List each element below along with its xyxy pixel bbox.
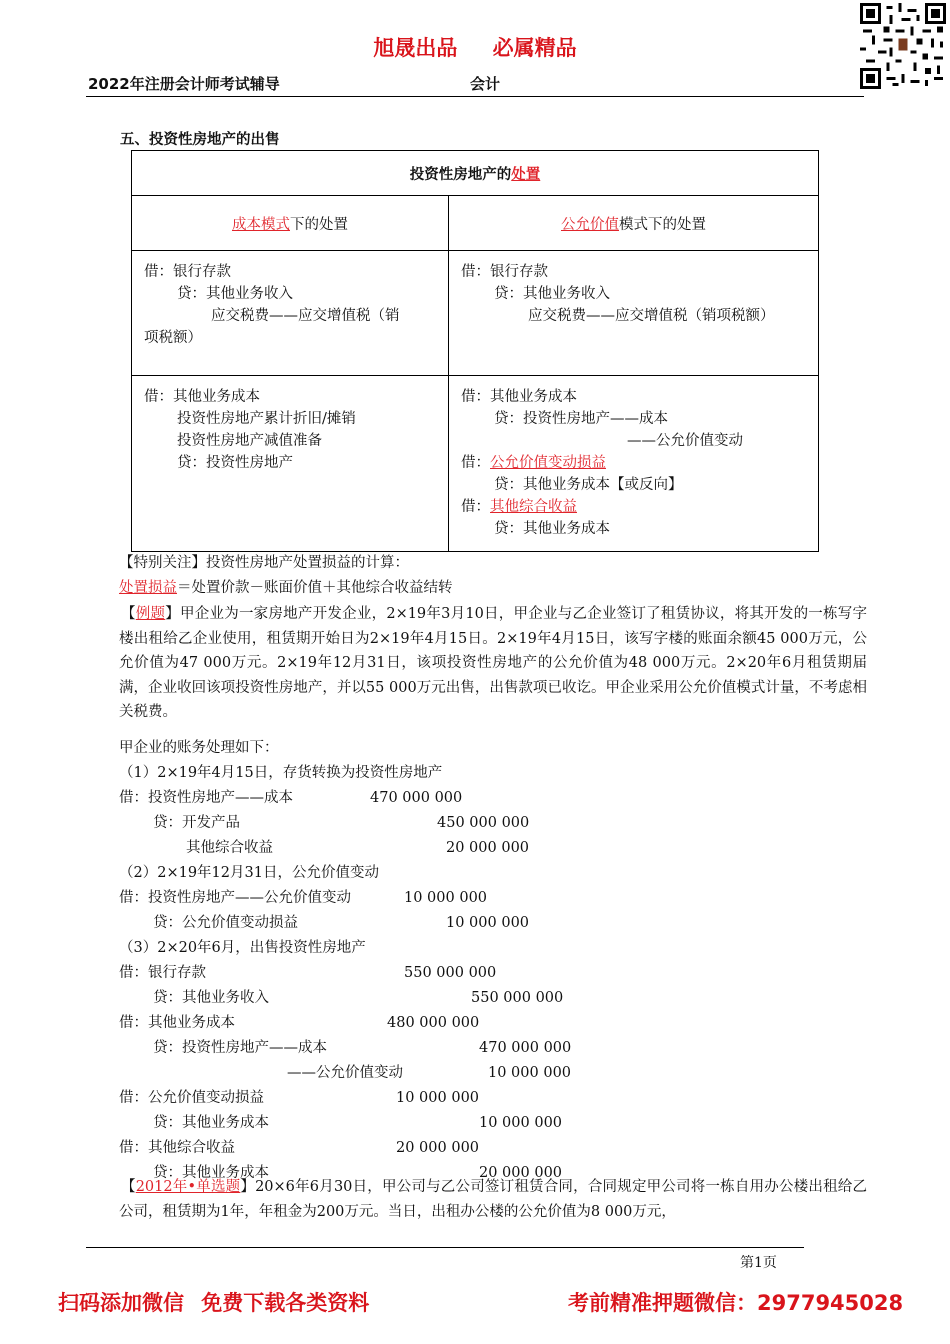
disposal-link[interactable]: 处置 bbox=[511, 166, 541, 183]
cost-model-suffix: 下的处置 bbox=[290, 216, 348, 233]
special-attention: 【特别关注】投资性房地产处置损益的计算： bbox=[119, 555, 409, 571]
bracket: 】 bbox=[165, 606, 180, 622]
entry-line: 应交税费——应交增值税（销项税额） bbox=[528, 308, 775, 324]
journal-amount: 550 000 000 bbox=[471, 990, 564, 1006]
entry-line bbox=[461, 496, 577, 518]
question-text: 20×6年6月30日，甲公司与乙公司签订租赁合同，合同规定甲公司将一栋自用办公楼出租给乙公司，租赁期为1年，年租金为200万元。当日，出租办公楼的公允价值为8 000万元， bbox=[119, 1179, 867, 1220]
footer-promo-left: 扫码添加微信 免费下载各类资料 bbox=[58, 1291, 370, 1315]
journal-amount: 10 000 000 bbox=[446, 915, 530, 931]
bracket: 【 bbox=[121, 1179, 136, 1195]
page-number: 第1页 bbox=[740, 1255, 777, 1271]
journal-amount: 470 000 000 bbox=[479, 1040, 572, 1056]
journal-amount: 10 000 000 bbox=[404, 890, 488, 906]
entry-prefix: 借： bbox=[461, 455, 490, 471]
question-paragraph bbox=[119, 1175, 867, 1224]
cost-entry-sale bbox=[132, 251, 449, 376]
journal-amount: 20 000 000 bbox=[396, 1140, 480, 1156]
qr-code[interactable] bbox=[860, 3, 946, 89]
brand-banner: 旭晟出品 必属精品 bbox=[373, 36, 577, 60]
fv-entry-cost bbox=[449, 376, 819, 552]
fair-value-link[interactable]: 公允价值 bbox=[561, 216, 619, 233]
example-paragraph bbox=[119, 602, 867, 725]
entry-line: ——公允价值变动 bbox=[627, 433, 743, 449]
fair-value-header bbox=[449, 196, 819, 251]
entry-line: 贷：其他业务成本 bbox=[494, 521, 610, 537]
journal-line: 借：投资性房地产——公允价值变动 bbox=[119, 890, 351, 906]
footer-rule bbox=[86, 1247, 804, 1248]
bracket: 【 bbox=[121, 606, 136, 622]
disposal-table bbox=[131, 150, 819, 552]
entry-line: 贷：其他业务收入 bbox=[494, 286, 610, 302]
journal-line: 贷：开发产品 bbox=[153, 815, 240, 831]
entry-line: 借：其他业务成本 bbox=[144, 389, 260, 405]
header-course-title: 2022年注册会计师考试辅导 bbox=[88, 75, 280, 93]
example-link[interactable]: 例题 bbox=[135, 606, 166, 622]
entry-line: 贷：投资性房地产——成本 bbox=[494, 411, 668, 427]
entry-line: 贷：其他业务收入 bbox=[177, 286, 293, 302]
disposal-gain-link[interactable]: 处置损益 bbox=[119, 580, 177, 596]
cost-model-link[interactable]: 成本模式 bbox=[232, 216, 290, 233]
entry-line: 投资性房地产累计折旧/摊销 bbox=[177, 411, 356, 427]
header-subject: 会计 bbox=[470, 75, 501, 93]
cost-model-header bbox=[132, 196, 449, 251]
formula-text: ＝处置价款－账面价值＋其他综合收益结转 bbox=[177, 580, 453, 596]
entry-line bbox=[461, 452, 606, 474]
journal-line: ——公允价值变动 bbox=[287, 1065, 403, 1081]
journal-line: 借：公允价值变动损益 bbox=[119, 1090, 264, 1106]
entry-line: 投资性房地产减值准备 bbox=[177, 433, 322, 449]
journal-line: 借：投资性房地产——成本 bbox=[119, 790, 293, 806]
journal-amount: 20 000 000 bbox=[446, 840, 530, 856]
oci-link[interactable]: 其他综合收益 bbox=[490, 499, 577, 515]
journal-line: （2）2×19年12月31日，公允价值变动 bbox=[119, 865, 379, 881]
journal-amount: 20 000 000 bbox=[479, 1165, 563, 1181]
journal-line: 贷：投资性房地产——成本 bbox=[153, 1040, 327, 1056]
entry-line: 借：其他业务成本 bbox=[461, 389, 577, 405]
journal-line: 借：其他业务成本 bbox=[119, 1015, 235, 1031]
journal-amount: 470 000 000 bbox=[370, 790, 463, 806]
entry-line: 贷：投资性房地产 bbox=[177, 455, 293, 471]
journal-line: 借：银行存款 bbox=[119, 965, 206, 981]
journal-amount: 10 000 000 bbox=[488, 1065, 572, 1081]
journal-amount: 480 000 000 bbox=[387, 1015, 480, 1031]
entry-prefix: 借： bbox=[461, 499, 490, 515]
journal-line: 借：其他综合收益 bbox=[119, 1140, 235, 1156]
entry-line: 借：银行存款 bbox=[461, 264, 548, 280]
gain-formula bbox=[119, 577, 453, 599]
entry-line: 借：银行存款 bbox=[144, 264, 231, 280]
journal-line: 其他综合收益 bbox=[186, 840, 273, 856]
fv-entry-sale bbox=[449, 251, 819, 376]
table-title bbox=[132, 151, 819, 196]
journal-amount: 10 000 000 bbox=[396, 1090, 480, 1106]
question-link[interactable]: 2012年•单选题 bbox=[135, 1179, 241, 1195]
fair-value-suffix: 模式下的处置 bbox=[619, 216, 706, 233]
journal-amount: 550 000 000 bbox=[404, 965, 497, 981]
entry-line: 贷：其他业务成本【或反向】 bbox=[494, 477, 683, 493]
journal-line: 贷：公允价值变动损益 bbox=[153, 915, 298, 931]
entry-line: 项税额） bbox=[144, 330, 202, 346]
journal-amount: 10 000 000 bbox=[479, 1115, 563, 1131]
journal-line: 贷：其他业务成本 bbox=[153, 1115, 269, 1131]
journal-line: 甲企业的账务处理如下： bbox=[119, 740, 279, 756]
journal-line: （3）2×20年6月，出售投资性房地产 bbox=[119, 940, 366, 956]
journal-line: （1）2×19年4月15日，存货转换为投资性房地产 bbox=[119, 765, 443, 781]
table-title-prefix: 投资性房地产的 bbox=[409, 166, 512, 183]
section-title: 五、投资性房地产的出售 bbox=[120, 132, 280, 148]
example-text: 甲企业为一家房地产开发企业，2×19年3月10日，甲企业与乙企业签订了租赁协议，将其开发的一栋写字楼出租给乙企业使用，租赁期开始日为2×19年4月15日。2×19年4月15日，该写字楼的账面余额45 000万元，公允价值为47 000万元。2×19年12月31日，该项投资性房地产的公允价值为48 000万元。2×20年6月租赁期届满，企业收回该项投资性房地产，并以55 000万元出售，出售款项已收讫。甲企业采用公允价值模式计量，不考虑相关税费。 bbox=[119, 606, 868, 720]
bracket: 】 bbox=[240, 1179, 256, 1195]
cost-entry-cost bbox=[132, 376, 449, 552]
header-rule bbox=[86, 96, 864, 97]
journal-amount: 450 000 000 bbox=[437, 815, 530, 831]
journal-line: 贷：其他业务成本 bbox=[153, 1165, 269, 1181]
fv-change-gain-link[interactable]: 公允价值变动损益 bbox=[490, 455, 606, 471]
entry-line: 应交税费——应交增值税（销 bbox=[211, 308, 400, 324]
journal-line: 贷：其他业务收入 bbox=[153, 990, 269, 1006]
footer-promo-right: 考前精准押题微信：2977945028 bbox=[568, 1291, 904, 1315]
